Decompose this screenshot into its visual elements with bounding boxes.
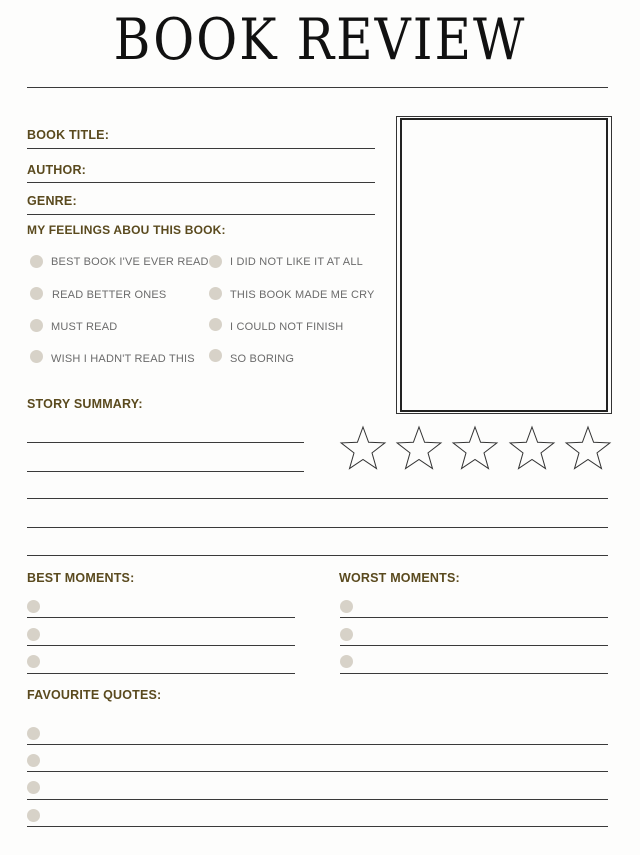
best-moment-line[interactable]: [27, 673, 295, 674]
summary-line[interactable]: [27, 471, 304, 472]
feeling-option: I COULD NOT FINISH: [230, 321, 344, 333]
feelings-label: MY FEELINGS ABOU THIS BOOK:: [27, 223, 226, 237]
star-outline-icon[interactable]: [508, 425, 556, 473]
book-title-label: BOOK TITLE:: [27, 128, 110, 142]
bullet-dot: [340, 600, 353, 613]
bullet-dot: [27, 600, 40, 613]
feeling-option: READ BETTER ONES: [52, 289, 167, 301]
feeling-option: WISH I HADN'T READ THIS: [51, 353, 195, 365]
worst-moments-label: WORST MOMENTS:: [339, 571, 460, 585]
quote-line[interactable]: [27, 744, 608, 745]
quote-line[interactable]: [27, 826, 608, 827]
star-outline-icon[interactable]: [395, 425, 443, 473]
feeling-option: SO BORING: [230, 353, 295, 365]
bullet-dot: [27, 628, 40, 641]
feeling-checkbox[interactable]: [30, 319, 43, 332]
bullet-dot: [340, 628, 353, 641]
summary-line[interactable]: [27, 498, 608, 499]
summary-line[interactable]: [27, 527, 608, 528]
feeling-option: THIS BOOK MADE ME CRY: [230, 289, 375, 301]
star-outline-icon[interactable]: [451, 425, 499, 473]
page-title: BOOK REVIEW: [113, 6, 527, 73]
star-outline-icon[interactable]: [339, 425, 387, 473]
bullet-dot: [27, 781, 40, 794]
best-moments-label: BEST MOMENTS:: [27, 571, 135, 585]
feeling-checkbox[interactable]: [209, 318, 222, 331]
feeling-checkbox[interactable]: [30, 350, 43, 363]
bullet-dot: [340, 655, 353, 668]
worst-moment-line[interactable]: [340, 617, 608, 618]
book-title-line[interactable]: [27, 148, 375, 149]
bullet-dot: [27, 809, 40, 822]
feeling-option: MUST READ: [51, 321, 118, 333]
genre-label: GENRE:: [27, 194, 77, 208]
quote-line[interactable]: [27, 799, 608, 800]
best-moment-line[interactable]: [27, 645, 295, 646]
summary-line[interactable]: [27, 442, 304, 443]
star-outline-icon[interactable]: [564, 425, 612, 473]
best-moment-line[interactable]: [27, 617, 295, 618]
author-label: AUTHOR:: [27, 163, 87, 177]
quote-line[interactable]: [27, 771, 608, 772]
bullet-dot: [27, 727, 40, 740]
bullet-dot: [27, 754, 40, 767]
feeling-checkbox[interactable]: [209, 349, 222, 362]
title-divider: [27, 87, 608, 88]
author-line[interactable]: [27, 182, 375, 183]
feeling-option: BEST BOOK I'VE EVER READ: [51, 256, 209, 268]
feeling-checkbox[interactable]: [30, 287, 43, 300]
worst-moment-line[interactable]: [340, 645, 608, 646]
feeling-checkbox[interactable]: [209, 287, 222, 300]
bullet-dot: [27, 655, 40, 668]
summary-line[interactable]: [27, 555, 608, 556]
favourite-quotes-label: FAVOURITE QUOTES:: [27, 688, 162, 702]
book-cover-frame-inner: [400, 118, 608, 412]
feeling-option: I DID NOT LIKE IT AT ALL: [230, 256, 363, 268]
feeling-checkbox[interactable]: [209, 255, 222, 268]
genre-line[interactable]: [27, 214, 375, 215]
worst-moment-line[interactable]: [340, 673, 608, 674]
story-summary-label: STORY SUMMARY:: [27, 397, 143, 411]
feeling-checkbox[interactable]: [30, 255, 43, 268]
